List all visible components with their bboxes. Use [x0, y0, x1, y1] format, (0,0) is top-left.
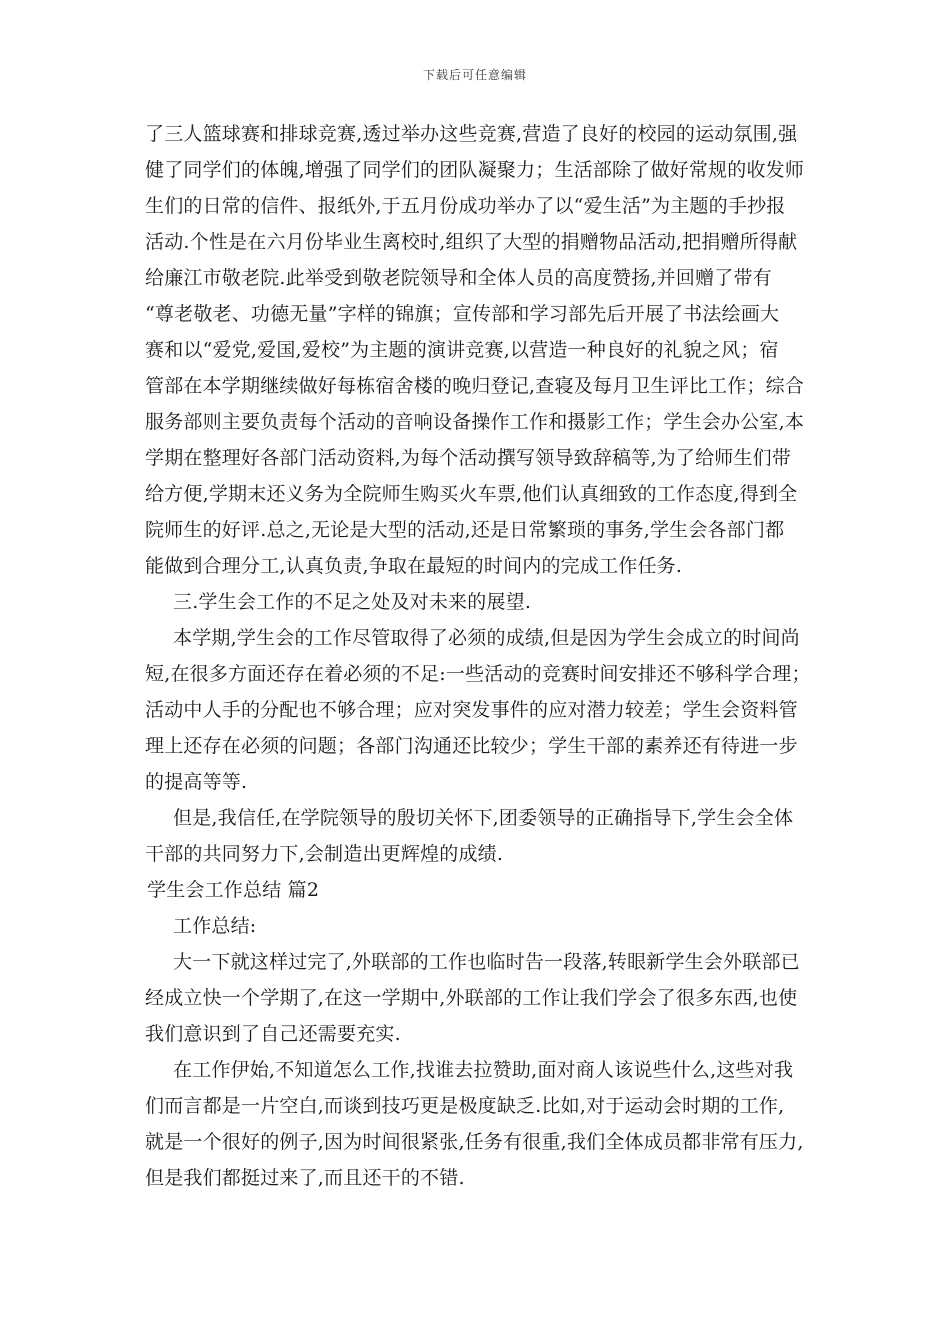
- paragraph-first-line: 本学期,学生会的工作尽管取得了必须的成绩,但是因为学生会成立的时间尚: [173, 627, 800, 649]
- text-line: 活动.个性是在六月份毕业生离校时,组织了大型的捐赠物品活动,把捐赠所得献: [145, 231, 798, 253]
- text-line: 干部的共同努力下,会制造出更辉煌的成绩.: [145, 843, 504, 865]
- text-line: 理上还存在必须的问题；各部门沟通还比较少；学生干部的素养还有待进一步: [145, 735, 798, 757]
- text-line: 的提高等等.: [145, 771, 248, 793]
- text-line: 经成立快一个学期了,在这一学期中,外联部的工作让我们学会了很多东西,也使: [145, 987, 798, 1009]
- text-line: 院师生的好评.总之,无论是大型的活动,还是日常繁琐的事务,学生会各部门都: [145, 519, 785, 541]
- text-line: 学期在整理好各部门活动资料,为每个活动撰写领导致辞稿等,为了给师生们带: [145, 447, 792, 469]
- document-body: [145, 116, 810, 1196]
- text-line: 但是我们都挺过来了,而且还干的不错.: [145, 1167, 465, 1189]
- text-line: 们而言都是一片空白,而谈到技巧更是极度缺乏.比如,对于运动会时期的工作,: [145, 1095, 785, 1117]
- text-line: 健了同学们的体魄,增强了同学们的团队凝聚力；生活部除了做好常规的收发师: [145, 159, 805, 181]
- text-line: 服务部则主要负责每个活动的音响设备操作工作和摄影工作；学生会办公室,本: [145, 411, 805, 433]
- summary-label: 工作总结:: [173, 915, 257, 937]
- text-line: 活动中人手的分配也不够合理；应对突发事件的应对潜力较差；学生会资料管: [145, 699, 798, 721]
- paragraph-first-line: 在工作伊始,不知道怎么工作,找谁去拉赞助,面对商人该说些什么,这些对我: [173, 1059, 794, 1081]
- text-line: 短,在很多方面还存在着必须的不足:一些活动的竞赛时间安排还不够科学合理；: [145, 663, 811, 685]
- page-header: 下载后可任意编辑: [422, 68, 527, 82]
- text-line: “尊老敬老、功德无量”字样的锦旗；宣传部和学习部先后开展了书法绘画大: [145, 303, 780, 325]
- section-heading: 三.学生会工作的不足之处及对未来的展望.: [173, 591, 532, 613]
- text-line: 我们意识到了自己还需要充实.: [145, 1023, 401, 1045]
- paragraph-first-line: 大一下就这样过完了,外联部的工作也临时告一段落,转眼新学生会外联部已: [173, 951, 800, 973]
- text-line: 就是一个很好的例子,因为时间很紧张,任务有很重,我们全体成员都非常有压力,: [145, 1131, 804, 1153]
- text-line: 生们的日常的信件、报纸外,于五月份成功举办了以“爱生活”为主题的手抄报: [145, 195, 786, 217]
- paragraph-first-line: 但是,我信任,在学院领导的殷切关怀下,团委领导的正确指导下,学生会全体: [173, 807, 794, 829]
- text-line: 能做到合理分工,认真负责,争取在最短的时间内的完成工作任务.: [145, 555, 683, 577]
- article-subtitle: 学生会工作总结 篇2: [147, 879, 320, 901]
- text-line: 管部在本学期继续做好每栋宿舍楼的晚归登记,查寝及每月卫生评比工作；综合: [145, 375, 805, 397]
- text-line: 给方便,学期末还义务为全院师生购买火车票,他们认真细致的工作态度,得到全: [145, 483, 798, 505]
- text-line: 给廉江市敬老院.此举受到敬老院领导和全体人员的高度赞扬,并回赠了带有: [145, 267, 772, 289]
- text-line: 了三人篮球赛和排球竞赛,透过举办这些竞赛,营造了良好的校园的运动氛围,强: [145, 123, 798, 145]
- text-line: 赛和以“爱党,爱国,爱校”为主题的演讲竞赛,以营造一种良好的礼貌之风；宿: [145, 339, 779, 361]
